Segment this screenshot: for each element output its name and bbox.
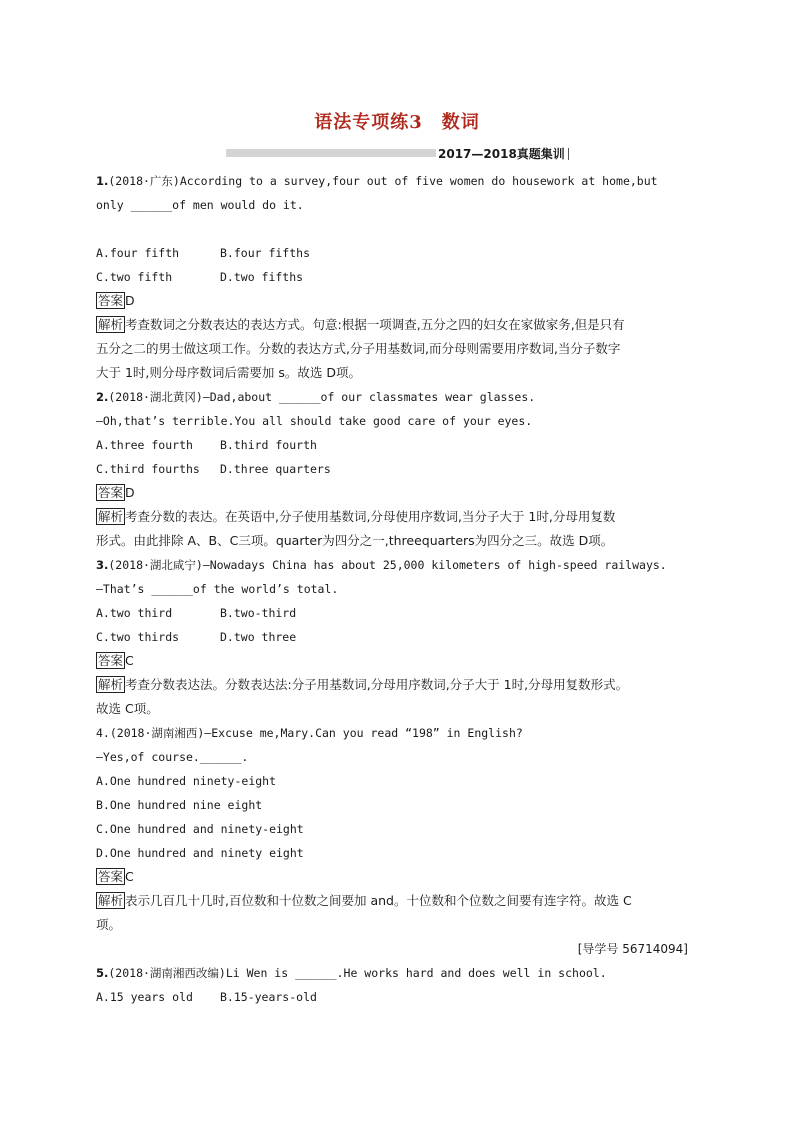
q2-stem-line2: —Oh,that’s terrible.You all should take good care of your eyes. (96, 414, 533, 428)
q2-stem-text1: (2018·湖北黄冈)—Dad,about ______of our classmates wear glasses. (108, 390, 536, 404)
q1-analysis-line1 (96, 316, 625, 334)
q4-analysis-line2: 项。 (96, 917, 122, 932)
answer-label: 答案 (98, 653, 124, 668)
q3-option-b: B.two-third (220, 606, 297, 620)
section-tick (568, 148, 569, 160)
q3-analysis-text1: 考查分数表达法。分数表达法:分子用基数词,分母用序数词,分子大于 1时,分母用复数形式。 (125, 677, 629, 692)
q4-answer-value: C (125, 869, 134, 884)
answer-label: 答案 (98, 293, 124, 308)
q1-number: 1. (96, 174, 109, 188)
q3-answer-value: C (125, 653, 134, 668)
q2-number: 2. (96, 390, 109, 404)
q2-option-b: B.third fourth (220, 438, 317, 452)
q4-analysis-text1: 表示几百几十几时,百位数和十位数之间要加 and。十位数和个位数之间要有连字符。故选 C (125, 893, 632, 908)
q2-stem-line1 (96, 388, 535, 406)
section-bar (226, 149, 436, 157)
q3-analysis-line2: 故选 C项。 (96, 701, 159, 716)
q2-option-c: C.third fourths (96, 462, 200, 476)
q3-number: 3. (96, 558, 109, 572)
q1-analysis-line2: 五分之二的男士做这项工作。分数的表达方式,分子用基数词,而分母则需要用序数词,当分子数字 (96, 341, 621, 356)
q4-option-d: D.One hundred and ninety eight (96, 846, 304, 860)
q4-answer (96, 868, 134, 886)
q3-analysis-line1 (96, 676, 628, 694)
q3-answer (96, 652, 134, 670)
q1-stem-line2: only ______of men would do it. (96, 198, 304, 212)
q1-stem-line1 (96, 172, 658, 190)
q4-option-b: B.One hundred nine eight (96, 798, 263, 812)
q2-option-d: D.three quarters (220, 462, 331, 476)
section-label (438, 145, 569, 162)
q2-answer-value: D (125, 485, 135, 500)
q3-option-d: D.two three (220, 630, 297, 644)
study-reference-number: [导学号 56714094] (577, 942, 688, 956)
q4-option-c: C.One hundred and ninety-eight (96, 822, 304, 836)
q5-stem-text1: (2018·湖南湘西改编)Li Wen is ______.He works hard and does well in school. (108, 966, 607, 980)
q1-option-b: B.four fifths (220, 246, 311, 260)
q2-analysis-line1 (96, 508, 615, 526)
q1-analysis-text1: 考查数词之分数表达的表达方式。句意:根据一项调查,五分之四的妇女在家做家务,但是只有 (125, 317, 625, 332)
q5-number: 5. (96, 966, 109, 980)
q5-option-a: A.15 years old (96, 990, 193, 1004)
q4-stem-line2: —Yes,of course.______. (96, 750, 249, 764)
q3-stem-text1: (2018·湖北咸宁)—Nowadays China has about 25,000 kilometers of high-speed railways. (108, 558, 667, 572)
q5-stem-line1 (96, 964, 607, 982)
q4-analysis-line1 (96, 892, 632, 910)
q2-answer (96, 484, 135, 502)
q3-option-a: A.two third (96, 606, 173, 620)
answer-label: 答案 (98, 869, 124, 884)
q1-answer (96, 292, 135, 310)
section-label-text: 2017—2018真题集训 (438, 147, 565, 161)
q1-answer-value: D (125, 293, 135, 308)
q5-option-b: B.15-years-old (220, 990, 317, 1004)
page-title: 语法专项练3 数词 (314, 112, 480, 133)
analysis-label: 解析 (98, 317, 124, 332)
analysis-label: 解析 (98, 893, 124, 908)
q1-option-d: D.two fifths (220, 270, 304, 284)
answer-label: 答案 (98, 485, 124, 500)
q1-option-a: A.four fifth (96, 246, 180, 260)
q2-analysis-line2: 形式。由此排除 A、B、C三项。quarter为四分之一,threequarters为四分之三。故选 D项。 (96, 533, 614, 548)
q4-option-a: A.One hundred ninety-eight (96, 774, 277, 788)
q2-analysis-text1: 考查分数的表达。在英语中,分子使用基数词,分母使用序数词,当分子大于 1时,分母用复数 (125, 509, 616, 524)
analysis-label: 解析 (98, 509, 124, 524)
q3-stem-line1 (96, 556, 667, 574)
q4-stem-line1: 4.(2018·湖南湘西)—Excuse me,Mary.Can you read “198” in English? (96, 726, 523, 740)
q3-option-c: C.two thirds (96, 630, 180, 644)
q1-stem-text1: (2018·广东)According to a survey,four out of five women do housework at home,but (108, 174, 658, 188)
q3-stem-line2: —That’s ______of the world’s total. (96, 582, 339, 596)
q1-option-c: C.two fifth (96, 270, 173, 284)
analysis-label: 解析 (98, 677, 124, 692)
q2-option-a: A.three fourth (96, 438, 193, 452)
q1-analysis-line3: 大于 1时,则分母序数词后需要加 s。故选 D项。 (96, 365, 361, 380)
